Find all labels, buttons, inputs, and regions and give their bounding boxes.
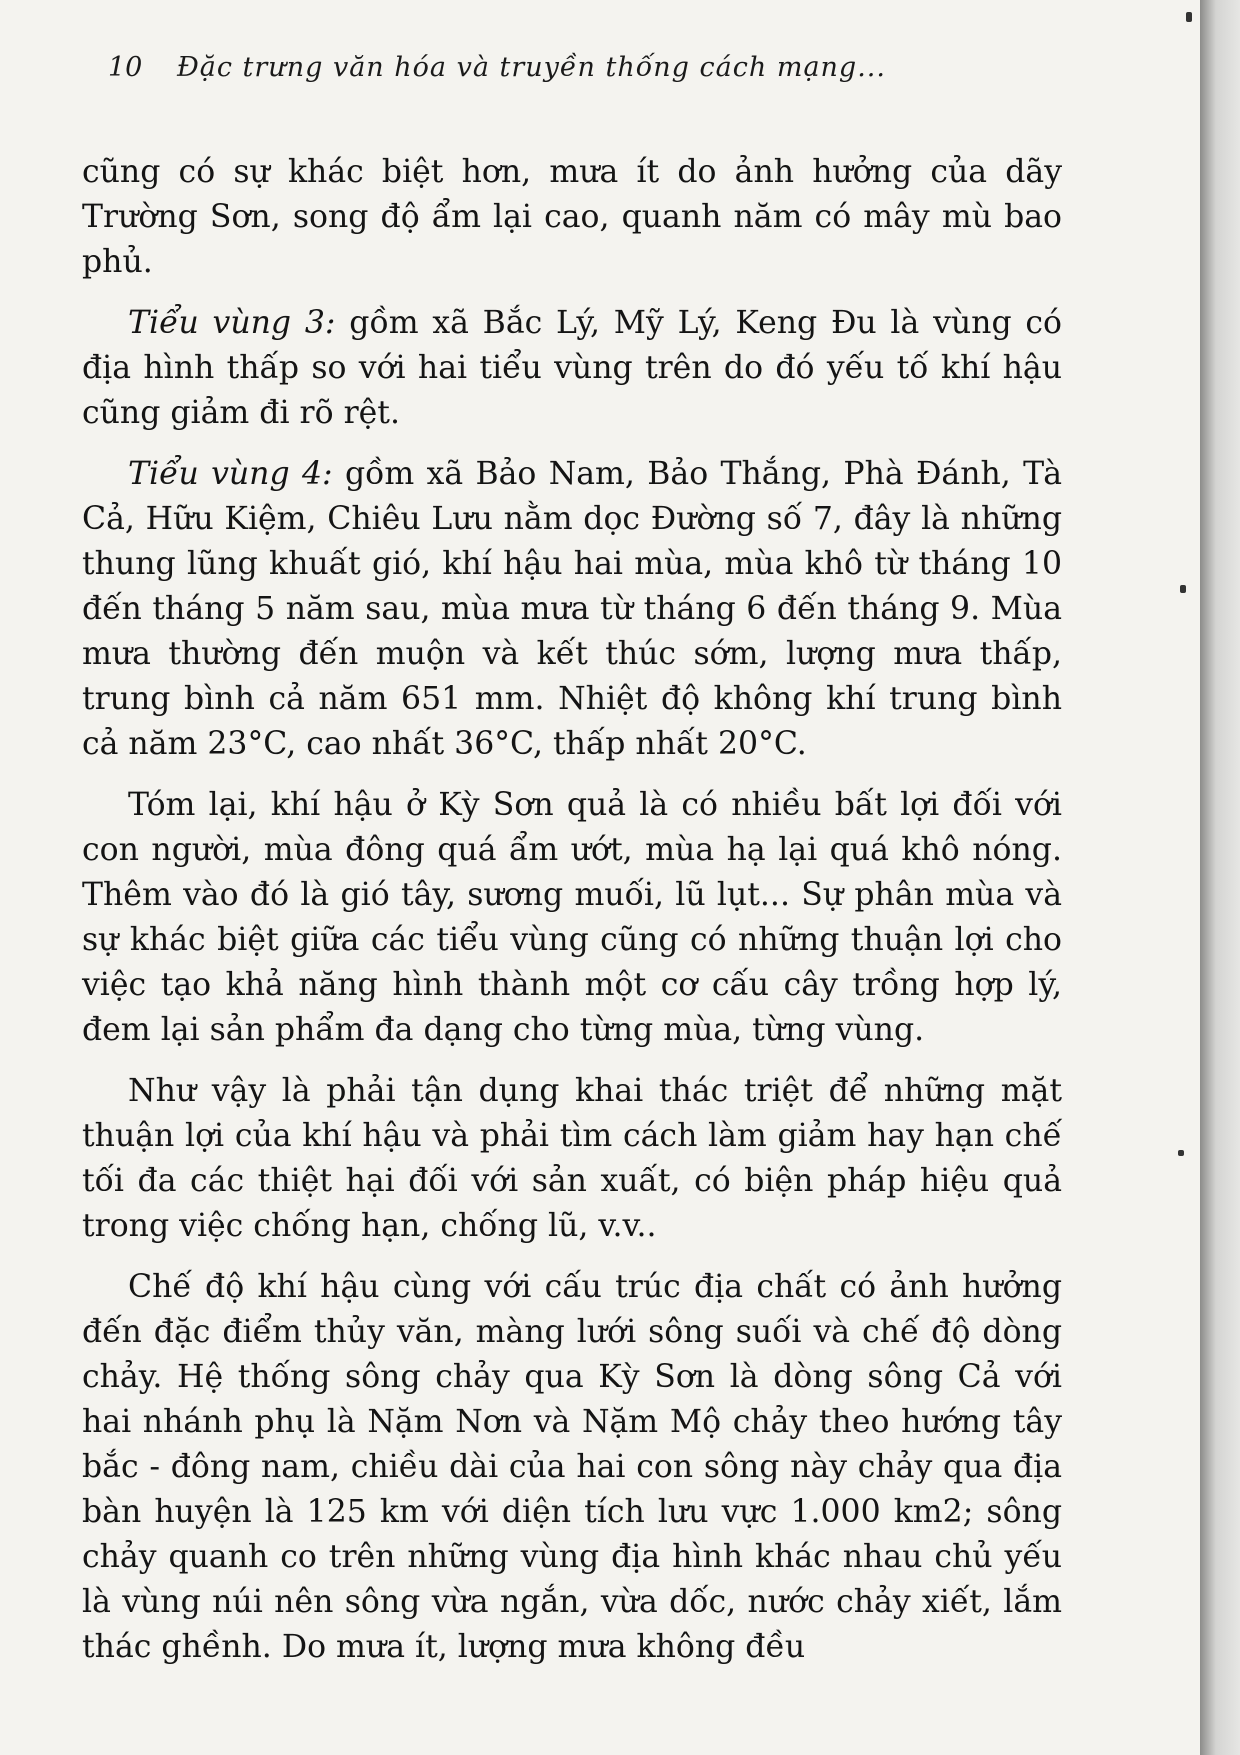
edge-mark xyxy=(1186,12,1192,22)
running-title: Đặc trưng văn hóa và truyền thống cách mạng... xyxy=(176,52,886,83)
running-header xyxy=(108,52,1008,83)
edge-mark xyxy=(1178,1150,1184,1156)
paragraph-3: Tiểu vùng 4: gồm xã Bảo Nam, Bảo Thắng, Phà Đánh, Tà Cả, Hữu Kiệm, Chiêu Lưu nằm dọc Đường số 7, đây là những thung lũng khuất gió, khí hậu hai mùa, mùa khô từ tháng 10 đến tháng 5 năm sau, mùa mưa từ tháng 6 đến tháng 9. Mùa mưa thường đến muộn và kết thúc sớm, lượng mưa thấp, trung bình cả năm 651 mm. Nhiệt độ không khí trung bình cả năm 23°C, cao nhất 36°C, thấp nhất 20°C. xyxy=(82,456,1062,762)
paragraph-6: Chế độ khí hậu cùng với cấu trúc địa chất có ảnh hưởng đến đặc điểm thủy văn, màng lưới sông suối và chế độ dòng chảy. Hệ thống sông chảy qua Kỳ Sơn là dòng sông Cả với hai nhánh phụ là Nặm Nơn và Nặm Mộ chảy theo hướng tây bắc - đông nam, chiều dài của hai con sông này chảy qua địa bàn huyện là 125 km với diện tích lưu vực 1.000 km2; sông chảy quanh co trên những vùng địa hình khác nhau chủ yếu là vùng núi nên sông vừa ngắn, vừa dốc, nước chảy xiết, lắm thác ghềnh. Do mưa ít, lượng mưa không đều xyxy=(82,1269,1062,1665)
paragraph-1: cũng có sự khác biệt hơn, mưa ít do ảnh hưởng của dãy Trường Sơn, song độ ẩm lại cao, quanh năm có mây mù bao phủ. xyxy=(82,154,1062,280)
paragraph-2: Tiểu vùng 3: gồm xã Bắc Lý, Mỹ Lý, Keng Đu là vùng có địa hình thấp so với hai tiểu vùng trên do đó yếu tố khí hậu cũng giảm đi rõ rệt. xyxy=(82,305,1062,431)
page-gutter xyxy=(1200,0,1240,1755)
subregion-label: Tiểu vùng 4: xyxy=(128,456,333,492)
edge-mark xyxy=(1180,585,1186,593)
paragraph-4: Tóm lại, khí hậu ở Kỳ Sơn quả là có nhiều bất lợi đối với con người, mùa đông quá ẩm ướt, mùa hạ lại quá khô nóng. Thêm vào đó là gió tây, sương muối, lũ lụt... Sự phân mùa và sự khác biệt giữa các tiểu vùng cũng có những thuận lợi cho việc tạo khả năng hình thành một cơ cấu cây trồng hợp lý, đem lại sản phẩm đa dạng cho từng mùa, từng vùng. xyxy=(82,787,1062,1048)
paragraph-5: Như vậy là phải tận dụng khai thác triệt để những mặt thuận lợi của khí hậu và phải tìm cách làm giảm hay hạn chế tối đa các thiệt hại đối với sản xuất, có biện pháp hiệu quả trong việc chống hạn, chống lũ, v.v.. xyxy=(82,1073,1062,1244)
page-number: 10 xyxy=(108,52,143,83)
subregion-label: Tiểu vùng 3: xyxy=(128,305,336,341)
body-text xyxy=(82,150,1062,1686)
